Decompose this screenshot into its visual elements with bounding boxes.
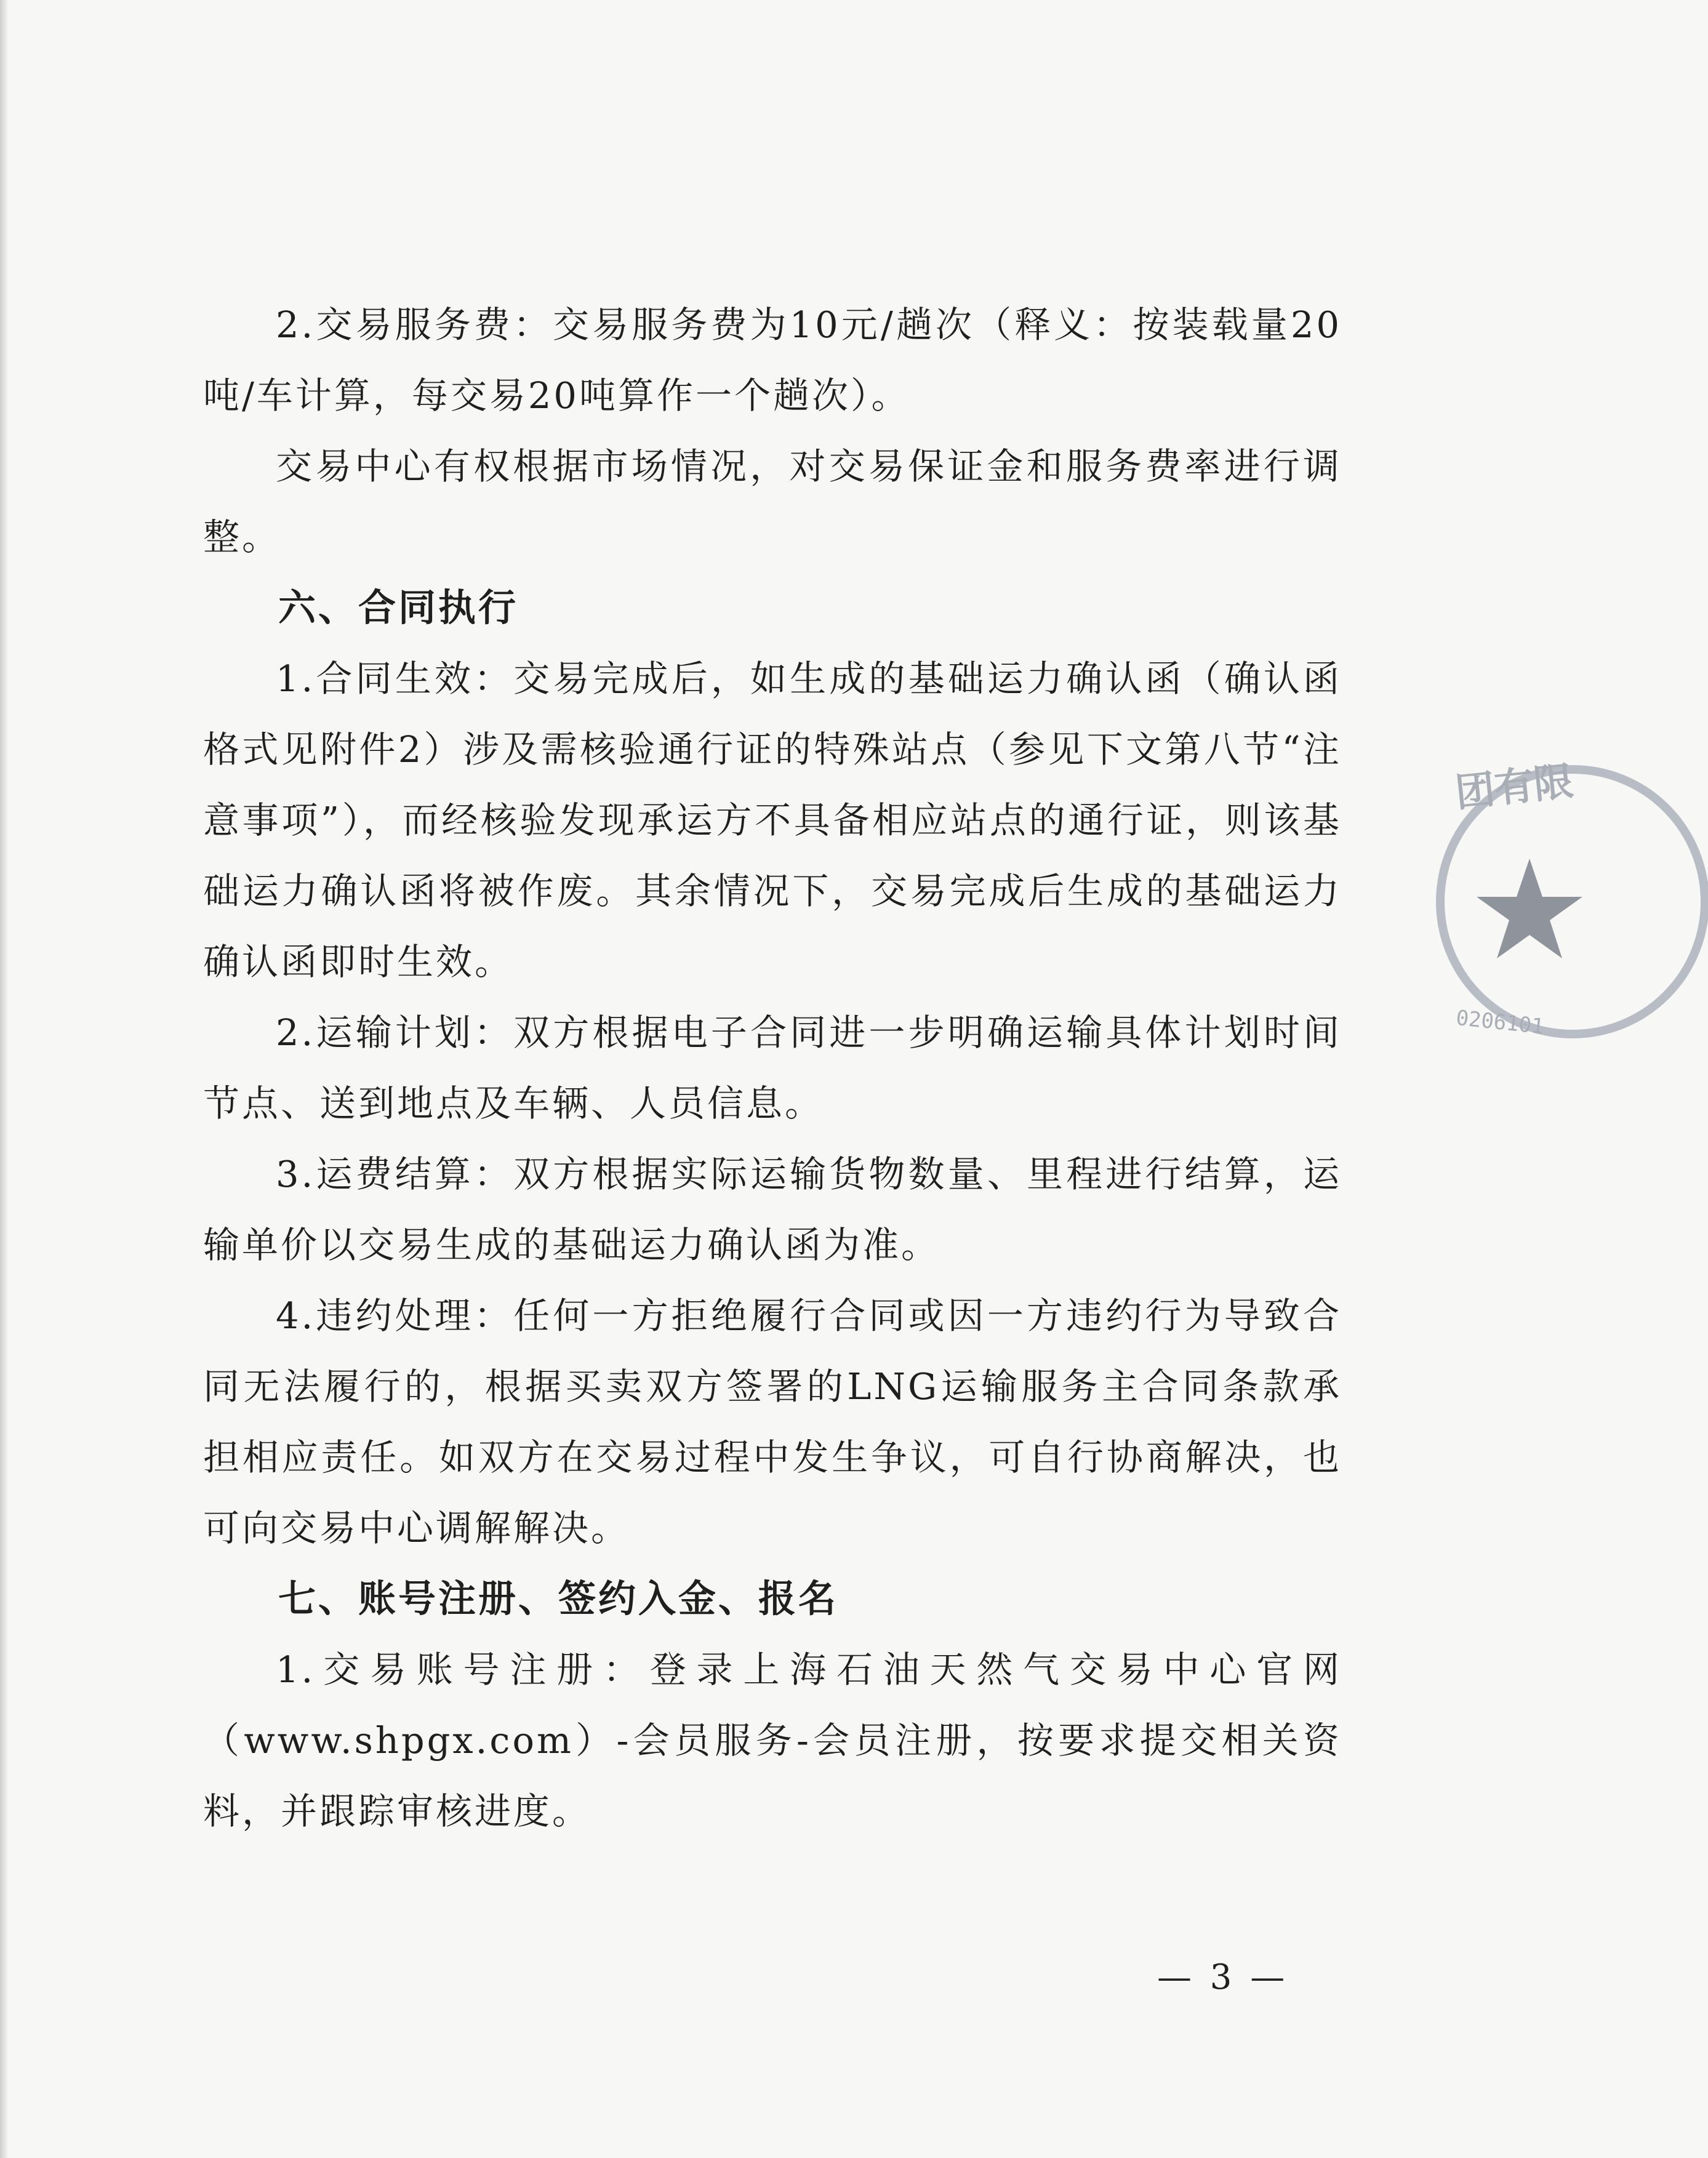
svg-text:团有限: 团有限 bbox=[1453, 758, 1576, 817]
paragraph-contract-effective: 1.合同生效：交易完成后，如生成的基础运力确认函（确认函格式见附件2）涉及需核验通行证的特殊站点（参见下文第八节“注意事项”），而经核验发现承运方不具备相应站点的通行证，则该基础运力确认函将被作废。其余情况下，交易完成后生成的基础运力确认函即时生效。 bbox=[203, 657, 1342, 983]
section-heading-contract-execution: 六、合同执行 bbox=[278, 586, 519, 630]
scan-edge-shadow bbox=[0, 0, 9, 2158]
page-number: — 3 — bbox=[1157, 1957, 1289, 1997]
star-icon bbox=[1477, 859, 1582, 958]
section-heading-registration: 七、账号注册、签约入金、报名 bbox=[278, 1577, 839, 1621]
paragraph-freight-settlement: 3.运费结算：双方根据实际运输货物数量、里程进行结算，运输单价以交易生成的基础运力确认函为准。 bbox=[203, 1153, 1342, 1266]
document-body bbox=[203, 289, 1342, 1847]
paragraph-service-fee: 2.交易服务费：交易服务费为10元/趟次（释义：按装载量20吨/车计算，每交易20吨算作一个趟次）。 bbox=[203, 303, 1342, 417]
svg-text:0206101: 0206101 bbox=[1454, 1005, 1546, 1040]
paragraph-account-registration: 1.交易账号注册：登录上海石油天然气交易中心官网（www.shpgx.com）-会员服务-会员注册，按要求提交相关资料，并跟踪审核进度。 bbox=[203, 1648, 1342, 1832]
official-seal bbox=[1437, 736, 1708, 1080]
paragraph-breach-handling: 4.违约处理：任何一方拒绝履行合同或因一方违约行为导致合同无法履行的，根据买卖双方签署的LNG运输服务主合同条款承担相应责任。如双方在交易过程中发生争议，可自行协商解决，也可向交易中心调解解决。 bbox=[203, 1294, 1342, 1549]
paragraph-rate-adjustment: 交易中心有权根据市场情况，对交易保证金和服务费率进行调整。 bbox=[203, 445, 1342, 558]
paragraph-transport-plan: 2.运输计划：双方根据电子合同进一步明确运输具体计划时间节点、送到地点及车辆、人员信息。 bbox=[203, 1011, 1342, 1125]
